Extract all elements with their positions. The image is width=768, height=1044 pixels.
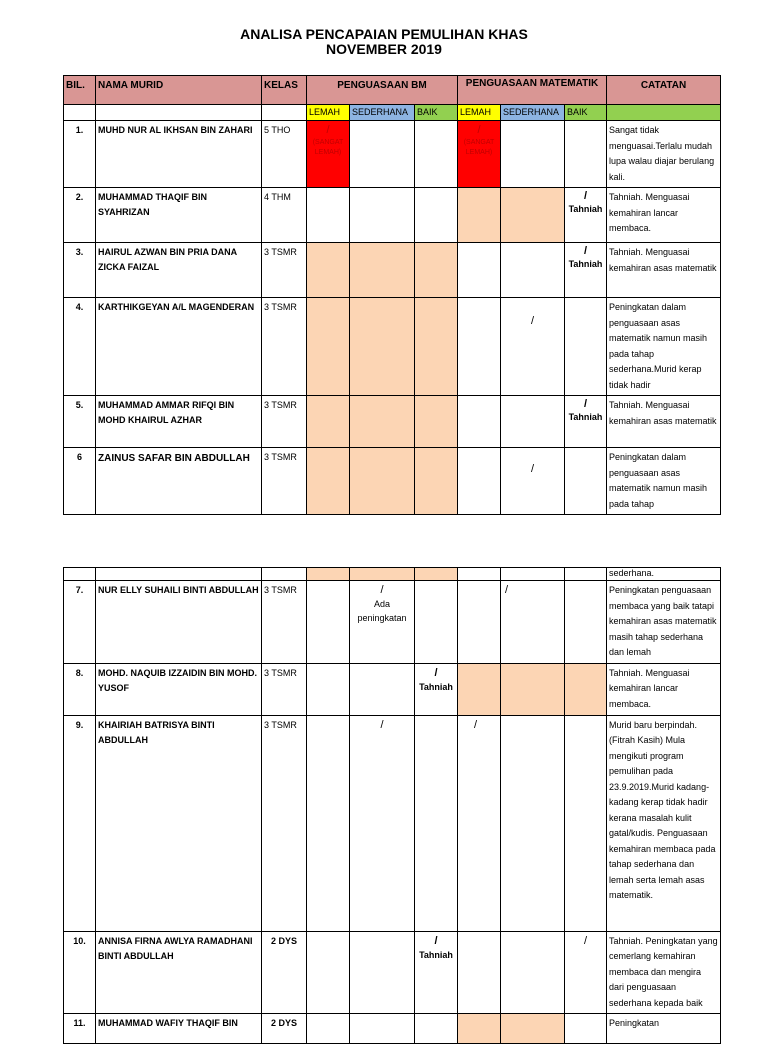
subheader-row <box>64 105 721 121</box>
table-row: 1. MUHD NUR AL IKHSAN BIN ZAHARI 5 THO / (SANGAT LEMAH) / (SANGAT LEMAH) Sangat tidak menguasai.Terlalu mudah lupa walau diajar berulang kali. <box>64 121 721 188</box>
header-bm: PENGUASAAN BM <box>307 76 458 105</box>
bm-baik-header: BAIK <box>415 105 458 121</box>
bm-lemah-header: LEMAH <box>307 105 350 121</box>
table-row: 7. NUR ELLY SUHAILI BINTI ABDULLAH 3 TSMR / Ada peningkatan / Peningkatan penguasaan membaca yang baik tatapi kemahiran asas matematik masih tahap sederhana dan lemah <box>64 581 721 664</box>
table-row: sederhana. <box>64 568 721 581</box>
page-title: ANALISA PENCAPAIAN PEMULIHAN KHAS <box>240 26 528 42</box>
header-mat: PENGUASAAN MATEMATIK <box>458 76 607 105</box>
header-nama: NAMA MURID <box>96 76 262 105</box>
header-bil: BIL. <box>64 76 96 105</box>
header-catatan: CATATAN <box>607 76 721 105</box>
table-row: 6 ZAINUS SAFAR BIN ABDULLAH 3 TSMR / Peningkatan dalam penguasaan asas matematik namun masih pada tahap <box>64 448 721 515</box>
table-row: 2. MUHAMMAD THAQIF BIN SYAHRIZAN 4 THM / Tahniah Tahniah. Menguasai kemahiran lancar membaca. <box>64 188 721 243</box>
table-row: 8. MOHD. NAQUIB IZZAIDIN BIN MOHD. YUSOF 3 TSMR / Tahniah Tahniah. Menguasai kemahiran lancar membaca. <box>64 663 721 715</box>
page-subtitle: NOVEMBER 2019 <box>326 41 442 57</box>
table-row: 11. MUHAMMAD WAFIY THAQIF BIN 2 DYS Peningkatan <box>64 1014 721 1044</box>
mat-baik-header: BAIK <box>565 105 607 121</box>
header-kelas: KELAS <box>262 76 307 105</box>
table-row: 10. ANNISA FIRNA AWLYA RAMADHANI BINTI ABDULLAH 2 DYS / Tahniah / Tahniah. Peningkatan yang cemerlang kemahiran membaca dan mengira dari penguasaan sederhana kepada baik <box>64 931 721 1014</box>
results-table-2 <box>63 567 721 1044</box>
table-row: 3. HAIRUL AZWAN BIN PRIA DANA ZICKA FAIZAL 3 TSMR / Tahniah Tahniah. Menguasai kemahiran asas matematik <box>64 243 721 298</box>
bm-sederhana-header: SEDERHANA <box>350 105 415 121</box>
table-row: 9. KHAIRIAH BATRISYA BINTI ABDULLAH 3 TSMR / / Murid baru berpindah.(Fitrah Kasih) Mula mengikuti program pemulihan pada 23.9.2019.Murid kadang-kadang kerap tidak hadir kerana masalah kulit gatal/kudis. Penguasaan kemahiran membaca pada tahap sederhana dan lemah serta lemah asas matematik. <box>64 715 721 931</box>
results-table-1 <box>63 75 721 515</box>
mat-sederhana-header: SEDERHANA <box>501 105 565 121</box>
table-row: 4. KARTHIKGEYAN A/L MAGENDERAN 3 TSMR / Peningkatan dalam penguasaan asas matematik namun masih pada tahap sederhana.Murid kerap tidak hadir <box>64 298 721 396</box>
mat-lemah-header: LEMAH <box>458 105 501 121</box>
table-row: 5. MUHAMMAD AMMAR RIFQI BIN MOHD KHAIRUL AZHAR 3 TSMR / Tahniah Tahniah. Menguasai kemahiran asas matematik <box>64 396 721 448</box>
header-row <box>64 76 721 105</box>
